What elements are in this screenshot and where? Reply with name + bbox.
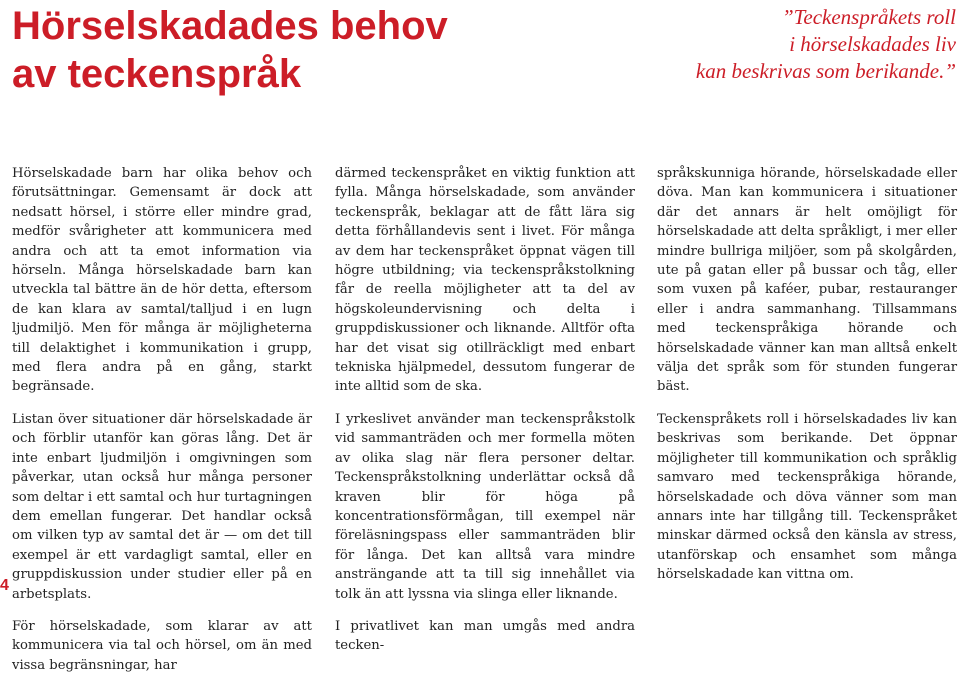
body-paragraph: För hörselskadade, som klarar av att kommunicera via tal och hörsel, om än med vissa begränsningar, har: [12, 618, 312, 673]
text-column-1: [12, 164, 312, 688]
body-paragraph: I yrkeslivet använder man teckenspråkstolk vid sammanträden och mer formella möten av olika slag när flera personer deltar. Teckenspråkstolkning underlättar också då kraven blir för höga på koncentrationsförmågan, till exempel när föreläsningspass eller sammanträden blir för långa. Det kan alltså vara mindre ansträngande att ta till sig innehållet via tolk än att lyssna via slinga eller liknande.: [335, 411, 635, 602]
page-title-line-2: av teckenspråk: [12, 52, 302, 96]
body-paragraph: Teckenspråkets roll i hörselskadades liv kan beskrivas som berikande. Det öppnar möjligheter till kommunikation och språklig samvaro med teckenspråkiga hörande, hörselskadade och döva vänner som man annars inte har tillgång till. Teckenspråket minskar därmed också den känsla av stress, utanförskap och ensamhet som många hörselskadade kan vittna om.: [657, 411, 957, 583]
pull-quote-line-1: ”Teckenspråkets roll: [781, 5, 956, 29]
page-number: 4: [0, 577, 9, 594]
text-column-2: [335, 164, 635, 669]
body-paragraph: Listan över situationer där hörselskadade är och förblir utanför kan göras lång. Det är inte enbart ljudmiljön i omgivningen som påverkar, utan också hur många personer som deltar i ett samtal och hur turtagningen dem emellan fungerar. Det handlar också om vilken typ av samtal det är — om det till exempel är ett vardagligt samtal, eller en gruppdiskussion under studier eller på en arbetsplats.: [12, 411, 312, 602]
text-column-3: [657, 164, 957, 598]
body-paragraph: språkskunniga hörande, hörselskadade eller döva. Man kan kommunicera i situationer där det annars är helt omöjligt för hörselskadade att delta språkligt, i mer eller mindre bullriga miljöer, som på skolgården, ute på gatan eller på bussar och tåg, eller som vuxen på kaféer, pubar, restauranger eller i andra sammanhang. Tillsammans med teckenspråkiga hörande och hörselskadade vänner kan man alltså enkelt välja det språk som för stunden fungerar bäst.: [657, 166, 957, 395]
body-paragraph: I privatlivet kan man umgås med andra tecken-: [335, 618, 635, 654]
body-paragraph: därmed teckenspråket en viktig funktion att fylla. Många hörselskadade, som använder teckenspråk, beklagar att de fått lära sig detta förhållandevis sent i livet. För många av dem har teckenspråket öppnat vägen till högre utbildning; via teckenspråkstolkning får de reella möjligheter att ta del av högskoleundervisning och delta i gruppdiskussioner och liknande. Alltför ofta har det visat sig otillräckligt med enbart tekniska hjälpmedel, dessutom fungerar de inte alltid som de ska.: [335, 166, 635, 395]
body-paragraph: Hörselskadade barn har olika behov och förutsättningar. Gemensamt är dock att nedsatt hörsel, i större eller mindre grad, medför svårigheter att kommunicera med andra och att ta emot information via hörseln. Många hörselskadade barn kan utveckla tal bättre än de hör detta, eftersom de kan klara av samtal/talljud i en lugn ljudmiljö. Men för många är möjligheterna till delaktighet i kommunikation i grupp, med flera andra på en gång, starkt begränsade.: [12, 166, 312, 395]
pull-quote-line-2: i hörselskadades liv: [789, 32, 956, 56]
pull-quote: [636, 4, 956, 85]
page-title-line-1: Hörselskadades behov: [12, 4, 448, 48]
pull-quote-line-3: kan beskrivas som berikande.”: [695, 59, 956, 83]
page-title: [12, 2, 532, 98]
